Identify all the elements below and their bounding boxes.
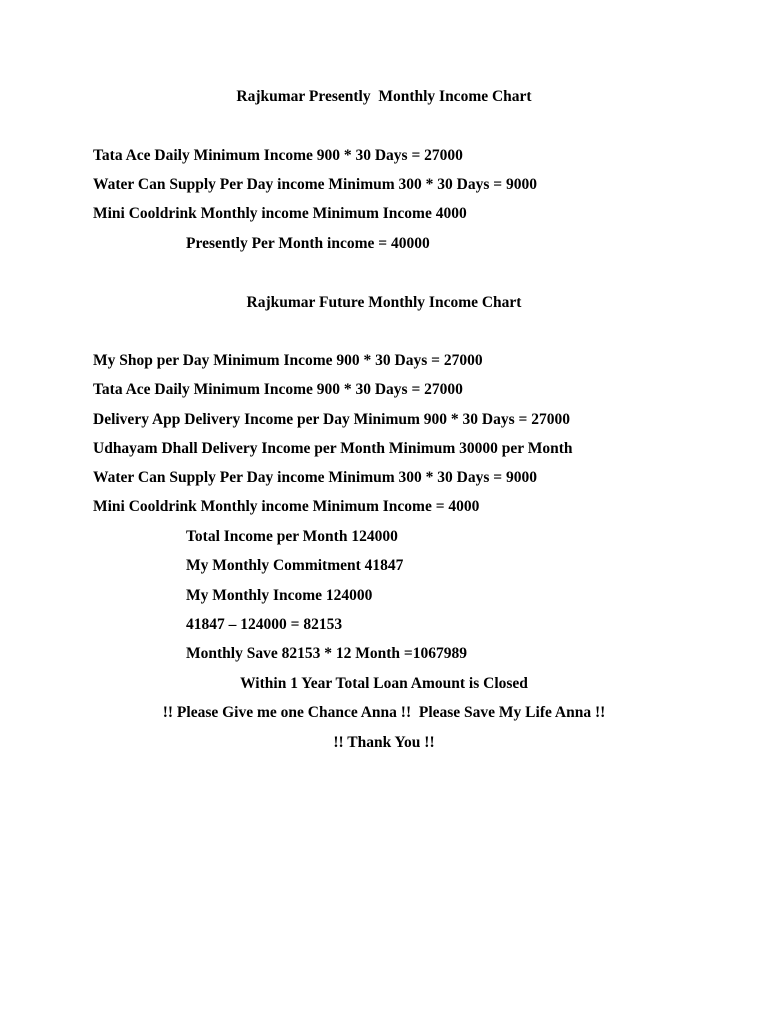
future-summary-monthly-income: My Monthly Income 124000 (186, 587, 373, 604)
future-income-line: Udhayam Dhall Delivery Income per Month Minimum 30000 per Month (93, 440, 573, 457)
future-income-title: Rajkumar Future Monthly Income Chart (246, 294, 522, 311)
present-income-line: Tata Ace Daily Minimum Income 900 * 30 Days = 27000 (93, 147, 463, 164)
future-summary-total-income: Total Income per Month 124000 (186, 528, 398, 545)
future-income-line: Delivery App Delivery Income per Day Minimum 900 * 30 Days = 27000 (93, 411, 570, 428)
future-summary-yearly-save: Monthly Save 82153 * 12 Month =1067989 (186, 645, 467, 662)
present-income-total: Presently Per Month income = 40000 (186, 235, 430, 252)
loan-closed-statement: Within 1 Year Total Loan Amount is Closed (240, 675, 528, 692)
present-income-line: Mini Cooldrink Monthly income Minimum Income 4000 (93, 205, 467, 222)
future-income-line: Mini Cooldrink Monthly income Minimum Income = 4000 (93, 498, 480, 515)
plea-statement: !! Please Give me one Chance Anna !! Please Save My Life Anna !! (162, 704, 606, 721)
future-summary-commitment: My Monthly Commitment 41847 (186, 557, 404, 574)
present-income-title: Rajkumar Presently Monthly Income Chart (236, 88, 532, 105)
future-income-line: My Shop per Day Minimum Income 900 * 30 Days = 27000 (93, 352, 483, 369)
future-summary-difference: 41847 – 124000 = 82153 (186, 616, 343, 633)
present-income-line: Water Can Supply Per Day income Minimum 300 * 30 Days = 9000 (93, 176, 537, 193)
thank-you-statement: !! Thank You !! (333, 734, 435, 751)
future-income-line: Tata Ace Daily Minimum Income 900 * 30 Days = 27000 (93, 381, 463, 398)
future-income-line: Water Can Supply Per Day income Minimum 300 * 30 Days = 9000 (93, 469, 537, 486)
